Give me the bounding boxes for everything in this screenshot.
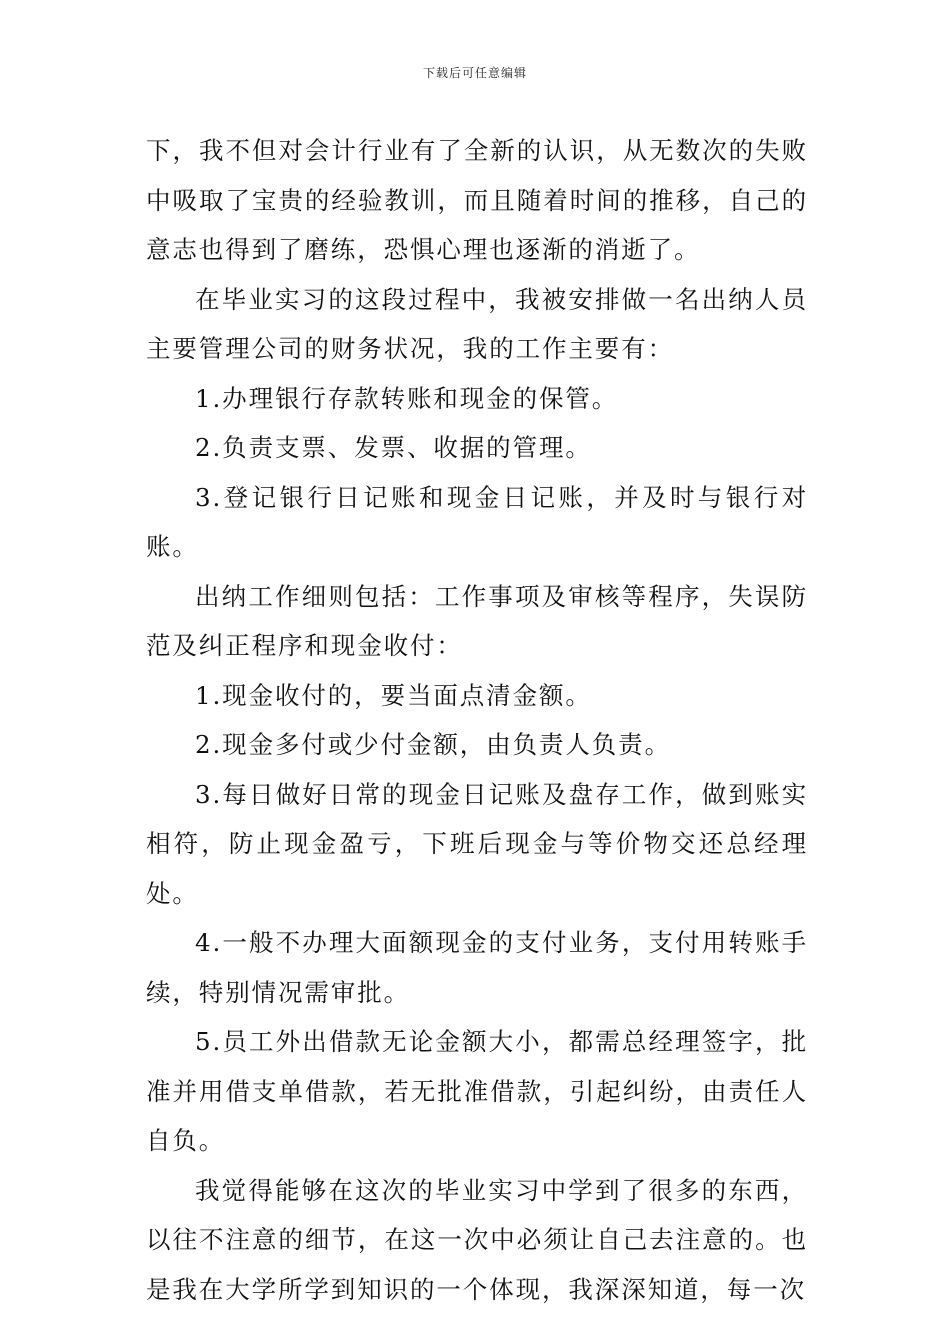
document-body	[146, 126, 808, 1314]
list-item-rule-2: 2.现金多付或少付金额，由负责人负责。	[195, 730, 671, 759]
list-item-rule-4: 4.一般不办理大面额现金的支付业务，支付用转账手续，特别情况需审批。	[146, 928, 808, 1007]
list-item-duty-2: 2.负责支票、发票、收据的管理。	[195, 433, 592, 462]
paragraph-rules-intro: 出纳工作细则包括：工作事项及审核等程序，失误防范及纠正程序和现金收付：	[146, 581, 808, 660]
list-item-rule-3: 3.每日做好日常的现金日记账及盘存工作，做到账实相符，防止现金盈亏，下班后现金与等价物交还总经理处。	[146, 779, 808, 908]
list-item-duty-3: 3.登记银行日记账和现金日记账，并及时与银行对账。	[146, 482, 808, 561]
paragraph-continuation: 下，我不但对会计行业有了全新的认识，从无数次的失败中吸取了宝贵的经验教训，而且随着时间的推移，自己的意志也得到了磨练，恐惧心理也逐渐的消逝了。	[146, 136, 808, 264]
page-header: 下载后可任意编辑	[422, 66, 527, 80]
list-item-rule-1: 1.现金收付的，要当面点清金额。	[195, 680, 592, 710]
paragraph-reflection: 我觉得能够在这次的毕业实习中学到了很多的东西，以往不注意的细节，在这一次中必须让自己去注意的。也是我在大学所学到知识的一个体现，我深深知道，每一次	[146, 1175, 808, 1304]
list-item-duty-1: 1.办理银行存款转账和现金的保管。	[195, 383, 619, 413]
paragraph-intro: 在毕业实习的这段过程中，我被安排做一名出纳人员主要管理公司的财务状况，我的工作主要有：	[146, 284, 808, 363]
list-item-rule-5: 5.员工外出借款无论金额大小，都需总经理签字，批准并用借支单借款，若无批准借款，引起纠纷，由责任人自负。	[146, 1027, 808, 1155]
